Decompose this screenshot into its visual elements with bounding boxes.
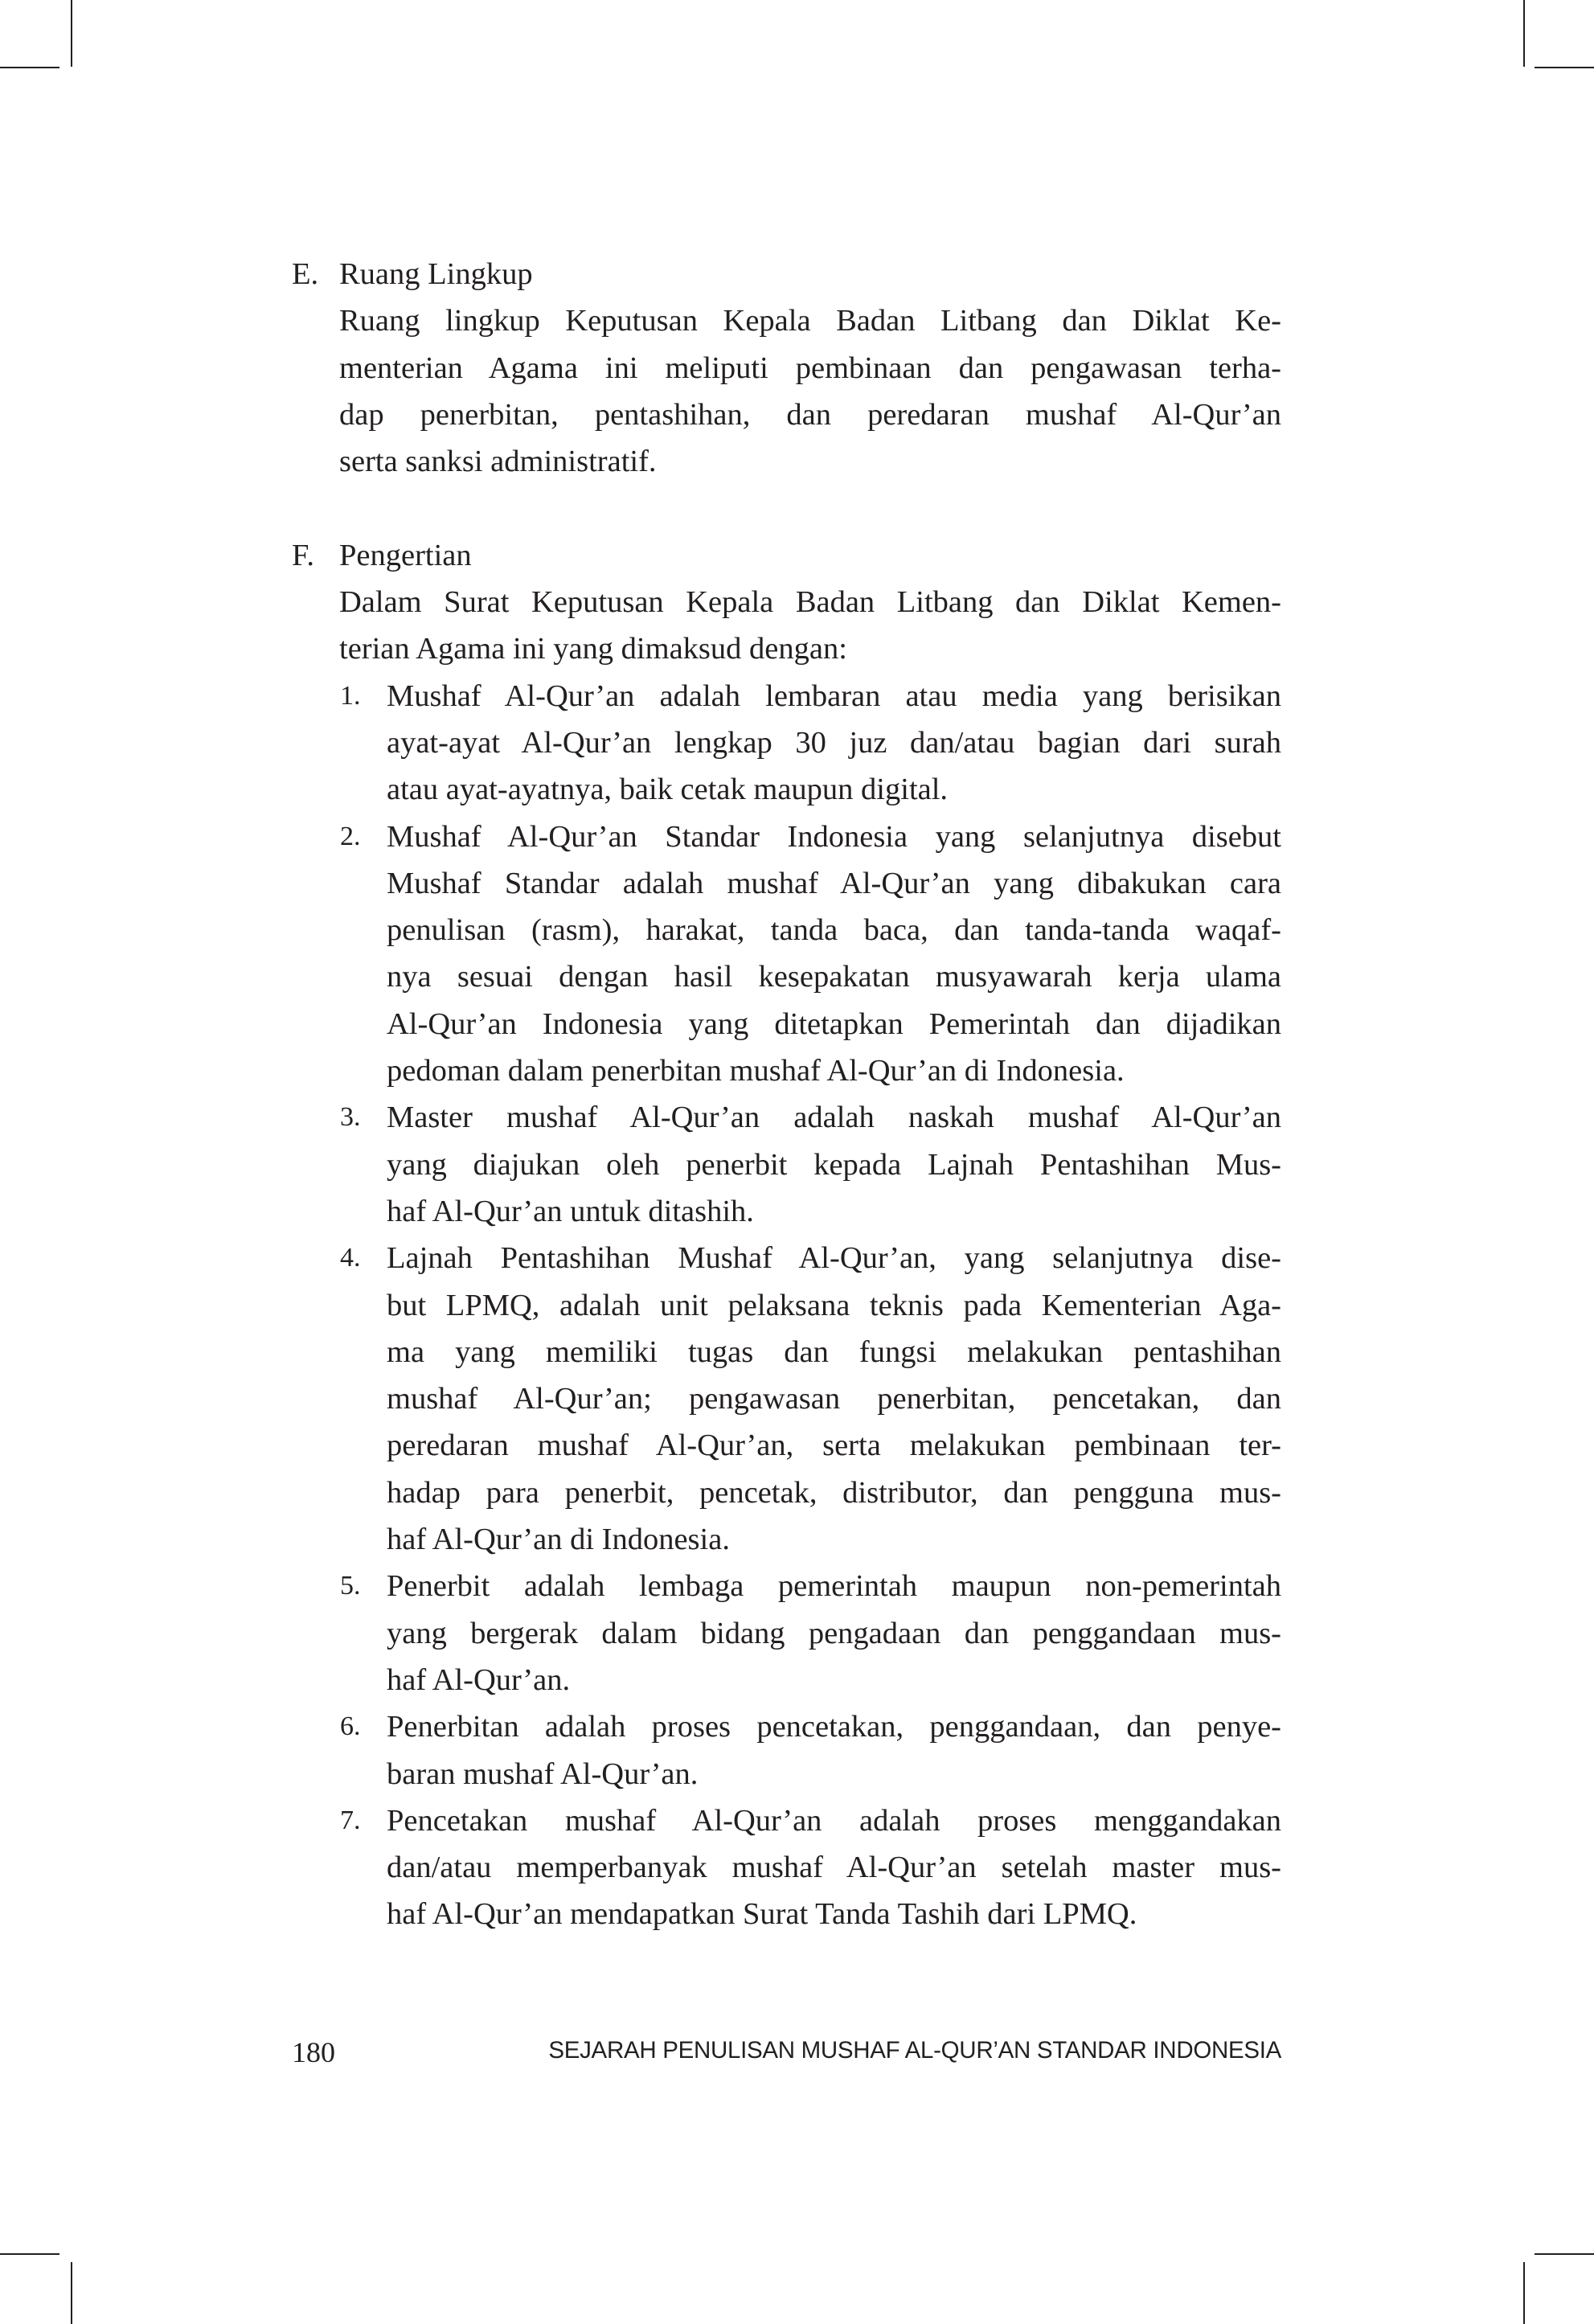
- list-item-line: Mushaf Al-Qur’an Standar Indonesia yang selanjutnya disebut: [387, 819, 1281, 854]
- crop-mark: [1523, 2262, 1525, 2324]
- text-line: [292, 1844, 1281, 1891]
- list-item-number: 6.: [340, 1711, 361, 1742]
- text-line: [292, 1657, 1281, 1703]
- text-line: [292, 391, 1281, 438]
- section-title: Pengertian: [339, 538, 472, 572]
- text-line: [292, 297, 1281, 344]
- section-heading: [292, 532, 1281, 579]
- page-number: 180: [292, 2036, 335, 2068]
- text-line: [292, 1375, 1281, 1422]
- list-item-line: haf Al-Qur’an.: [387, 1662, 571, 1697]
- list-item-line: Al-Qur’an Indonesia yang ditetapkan Pemerintah dan dijadikan: [387, 1006, 1281, 1041]
- list-item-number: 4.: [340, 1243, 361, 1273]
- list-item-line: Mushaf Standar adalah mushaf Al-Qur’an yang dibakukan cara: [387, 866, 1281, 900]
- text-line: [292, 860, 1281, 907]
- list-item-line: baran mushaf Al-Qur’an.: [387, 1756, 699, 1791]
- text-line: [292, 579, 1281, 625]
- list-item-line: peredaran mushaf Al-Qur’an, serta melakukan pembinaan ter-: [387, 1428, 1281, 1463]
- crop-mark: [1535, 67, 1594, 68]
- page-body: [292, 251, 1281, 1938]
- list-item-line: atau ayat-ayatnya, baik cetak maupun digital.: [387, 773, 949, 807]
- list-item-line: Master mushaf Al-Qur’an adalah naskah mushaf Al-Qur’an: [387, 1101, 1281, 1135]
- list-item-line: Penerbitan adalah proses pencetakan, penggandaan, dan penye-: [387, 1710, 1281, 1744]
- section-label: E.: [292, 257, 319, 291]
- text-line: [292, 345, 1281, 391]
- text-line: [292, 1422, 1281, 1469]
- crop-mark: [1535, 2253, 1594, 2255]
- list-item-line: yang bergerak dalam bidang pengadaan dan penggandaan mus-: [387, 1616, 1281, 1650]
- list-item-line: mushaf Al-Qur’an; pengawasan penerbitan, pencetakan, dan: [387, 1382, 1281, 1416]
- list-item-line: haf Al-Qur’an mendapatkan Surat Tanda Tashih dari LPMQ.: [387, 1897, 1137, 1932]
- text-line: [292, 1282, 1281, 1329]
- list-item: [292, 1563, 1281, 1609]
- paragraph-line: Dalam Surat Keputusan Kepala Badan Litbang dan Diklat Kemen-: [339, 585, 1281, 620]
- list-item-line: Lajnah Pentashihan Mushaf Al-Qur’an, yang selanjutnya dise-: [387, 1241, 1281, 1276]
- list-item-line: yang diajukan oleh penerbit kepada Lajnah Pentashihan Mus-: [387, 1147, 1281, 1182]
- crop-mark: [0, 67, 59, 68]
- list-item-line: pedoman dalam penerbitan mushaf Al-Qur’an di Indonesia.: [387, 1054, 1125, 1088]
- list-item-line: penulisan (rasm), harakat, tanda baca, dan tanda-tanda waqaf-: [387, 913, 1281, 948]
- section-title: Ruang Lingkup: [339, 257, 533, 291]
- list-item: [292, 1094, 1281, 1141]
- paragraph-line: Ruang lingkup Keputusan Kepala Badan Litbang dan Diklat Ke-: [339, 304, 1281, 338]
- text-line: [292, 907, 1281, 953]
- paragraph-line: terian Agama ini yang dimaksud dengan:: [339, 632, 847, 666]
- paragraph-line: serta sanksi administratif.: [339, 445, 657, 479]
- text-line: [292, 1610, 1281, 1657]
- text-line: [292, 1469, 1281, 1516]
- section-label: F.: [292, 538, 314, 572]
- list-item-number: 1.: [340, 680, 361, 711]
- list-item: [292, 814, 1281, 860]
- text-line: [292, 719, 1281, 766]
- list-item-number: 5.: [340, 1571, 361, 1601]
- crop-mark: [1523, 0, 1525, 67]
- text-line: [292, 1047, 1281, 1094]
- text-line: [292, 625, 1281, 672]
- list-item: [292, 673, 1281, 719]
- paragraph-line: dap penerbitan, pentashihan, dan peredaran mushaf Al-Qur’an: [339, 397, 1281, 432]
- list-item-line: nya sesuai dengan hasil kesepakatan musyawarah kerja ulama: [387, 960, 1281, 994]
- list-item-line: haf Al-Qur’an untuk ditashih.: [387, 1194, 754, 1228]
- text-line: [292, 1188, 1281, 1235]
- list-item-number: 3.: [340, 1102, 361, 1133]
- running-footer-title: SEJARAH PENULISAN MUSHAF AL-QUR’AN STANDAR INDONESIA: [548, 2037, 1281, 2064]
- list-item-number: 2.: [340, 821, 361, 851]
- text-line: [292, 1001, 1281, 1047]
- text-line: [292, 1142, 1281, 1188]
- section-heading: [292, 251, 1281, 297]
- list-item-line: Mushaf Al-Qur’an adalah lembaran atau media yang berisikan: [387, 678, 1281, 713]
- text-line: [292, 1329, 1281, 1375]
- list-item-line: ma yang memiliki tugas dan fungsi melakukan pentashihan: [387, 1334, 1281, 1369]
- list-item-line: ayat-ayat Al-Qur’an lengkap 30 juz dan/atau bagian dari surah: [387, 725, 1281, 760]
- list-item-line: Penerbit adalah lembaga pemerintah maupun non-pemerintah: [387, 1569, 1281, 1604]
- text-line: [292, 438, 1281, 485]
- text-line: [292, 1516, 1281, 1563]
- list-item-line: hadap para penerbit, pencetak, distributor, dan pengguna mus-: [387, 1475, 1281, 1510]
- text-line: [292, 1891, 1281, 1937]
- list-item-line: Pencetakan mushaf Al-Qur’an adalah proses menggandakan: [387, 1803, 1281, 1838]
- list-item-line: but LPMQ, adalah unit pelaksana teknis pada Kementerian Aga-: [387, 1288, 1281, 1322]
- list-item-line: haf Al-Qur’an di Indonesia.: [387, 1523, 730, 1557]
- list-item-number: 7.: [340, 1805, 361, 1835]
- crop-mark: [71, 2262, 72, 2324]
- text-line: [292, 766, 1281, 813]
- crop-mark: [71, 0, 72, 67]
- text-line: [292, 953, 1281, 1000]
- paragraph-line: menterian Agama ini meliputi pembinaan dan pengawasan terha-: [339, 350, 1281, 385]
- text-line: [292, 485, 1281, 531]
- crop-mark: [0, 2253, 59, 2255]
- list-item: [292, 1235, 1281, 1281]
- text-line: [292, 1751, 1281, 1797]
- list-item-line: dan/atau memperbanyak mushaf Al-Qur’an setelah master mus-: [387, 1851, 1281, 1885]
- list-item: [292, 1797, 1281, 1844]
- list-item: [292, 1703, 1281, 1750]
